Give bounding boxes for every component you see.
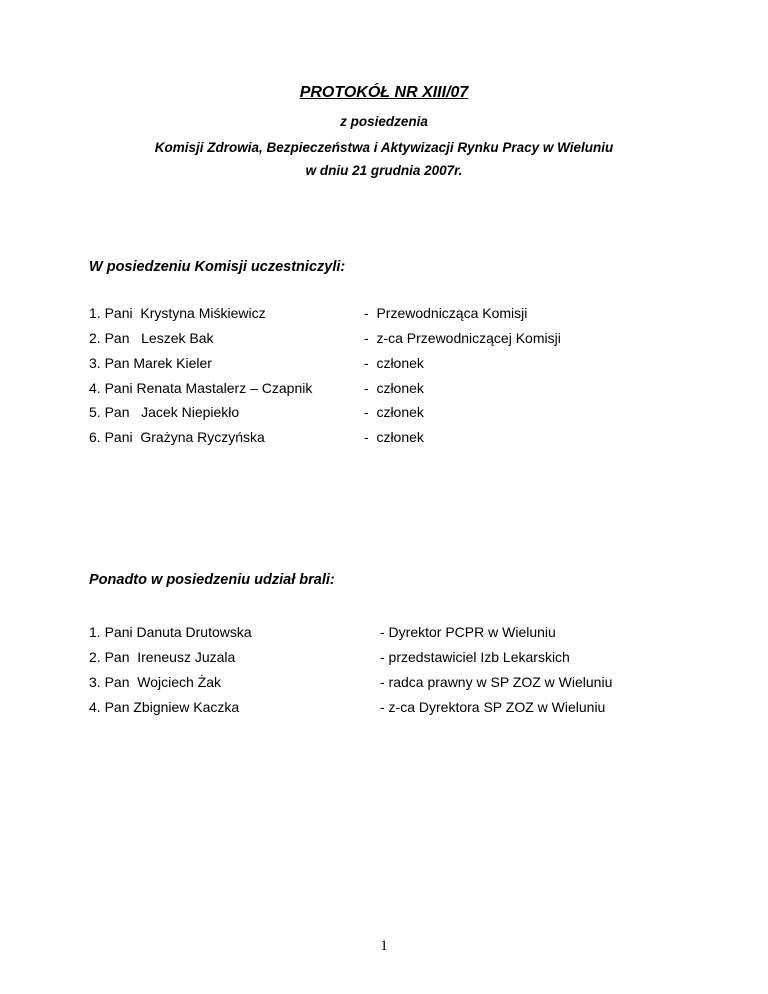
- subtitle-date: w dniu 21 grudnia 2007r.: [305, 163, 463, 178]
- member-role: - członek: [364, 404, 424, 420]
- subtitle-committee: Komisji Zdrowia, Bezpieczeństwa i Aktywizacji Rynku Pracy w Wieluniu: [154, 140, 614, 155]
- member-role: - członek: [364, 355, 424, 371]
- guest-role: - Dyrektor PCPR w Wieluniu: [380, 624, 556, 640]
- member-row: [89, 330, 749, 350]
- member-row: [89, 380, 749, 400]
- member-role: - członek: [364, 380, 424, 396]
- member-row: [89, 429, 749, 449]
- subtitle-meeting: z posiedzenia: [340, 114, 428, 129]
- members-heading: W posiedzeniu Komisji uczestniczyli:: [89, 259, 346, 275]
- member-name: 3. Pan Marek Kieler: [89, 355, 212, 371]
- guest-role: - radca prawny w SP ZOZ w Wieluniu: [380, 674, 613, 690]
- guest-row: [89, 699, 749, 719]
- guest-row: [89, 624, 749, 644]
- guest-name: 1. Pani Danuta Drutowska: [89, 624, 252, 640]
- member-row: [89, 355, 749, 375]
- member-name: 6. Pani Grażyna Ryczyńska: [89, 429, 265, 445]
- guests-heading: Ponadto w posiedzeniu udział brali:: [89, 572, 335, 588]
- member-name: 1. Pani Krystyna Miśkiewicz: [89, 305, 266, 321]
- member-row: [89, 305, 749, 325]
- guest-role: - z-ca Dyrektora SP ZOZ w Wieluniu: [380, 699, 606, 715]
- guest-role: - przedstawiciel Izb Lekarskich: [380, 649, 570, 665]
- member-name: 4. Pani Renata Mastalerz – Czapnik: [89, 380, 313, 396]
- document-title: PROTOKÓŁ NR XIII/07: [299, 84, 469, 101]
- page-number: 1: [380, 938, 388, 954]
- guest-row: [89, 649, 749, 669]
- guest-name: 2. Pan Ireneusz Juzala: [89, 649, 236, 665]
- guest-name: 4. Pan Zbigniew Kaczka: [89, 699, 240, 715]
- member-row: [89, 404, 749, 424]
- member-name: 2. Pan Leszek Bak: [89, 330, 214, 346]
- member-role: - Przewodnicząca Komisji: [364, 305, 528, 321]
- member-role: - członek: [364, 429, 424, 445]
- member-role: - z-ca Przewodniczącej Komisji: [364, 330, 561, 346]
- guest-name: 3. Pan Wojciech Żak: [89, 674, 222, 690]
- member-name: 5. Pan Jacek Niepiekło: [89, 404, 240, 420]
- guest-row: [89, 674, 749, 694]
